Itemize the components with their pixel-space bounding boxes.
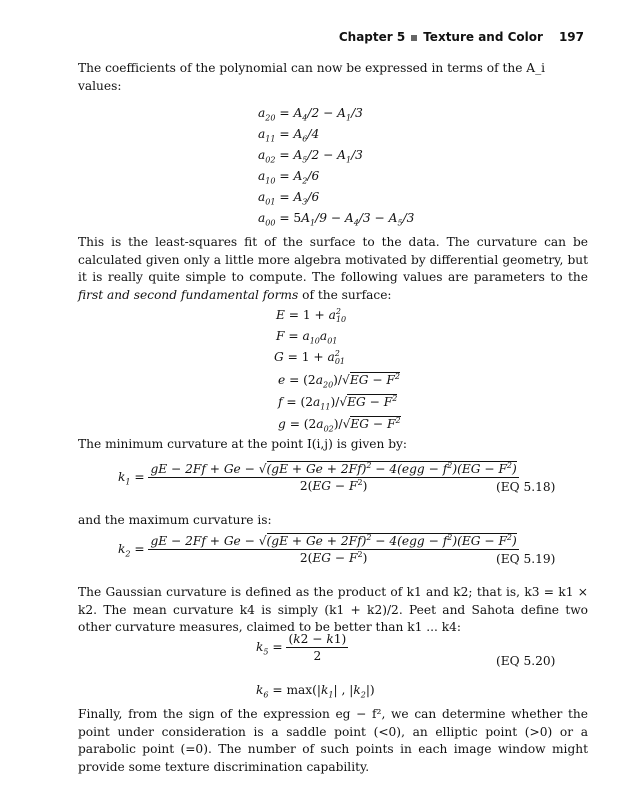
running-header [339,30,584,44]
paragraph-least-squares: This is the least-squares fit of the surface to the data. The curvature can be calculated given only a little more algebra motivated by differential geometry, but it is really quite simple to compute. The following values are parameters to the first and second fundamental forms of the surface: [78,235,588,302]
chapter-label: Chapter 5 [338,30,406,44]
separator-square-icon [411,35,417,41]
paragraph-minimum-curvature: The minimum curvature at the point I(i,j) is given by: [78,437,408,451]
equation-k6: $k_6 = \max(|k_1|$ , $|k_2|$) [256,683,375,700]
equation-k2: $k_2$ = $\frac{gE - 2Ff + Ge - √(gE + Ge + 2Ff)^2 - 4(egg - f^2)(EG - F^2)}{2(EG - F^2)}$ [118,532,517,565]
equation-number: (EQ 5.18) [496,480,556,494]
paragraph-conclusion: Finally, from the sign of the expression eg − f², we can determine whether the point under consideration is a saddle point (<0), an elliptic point (>0) or a parabolic point (=0). The number of such points in each image window might provide some texture discrimination capability. [78,707,588,774]
equation-number: (EQ 5.19) [496,552,556,566]
chapter-title: Texture and Color [423,30,543,44]
equation-k5: $k_5$ = $\frac{(k2 - k1)}{2}$ [256,632,347,663]
page-number: 197 [558,30,584,44]
equation-number: (EQ 5.20) [496,654,556,668]
paragraph-gaussian-curvature: The Gaussian curvature is defined as the product of k1 and k2; that is, k3 = k1 × k2. The mean curvature k4 is simply (k1 + k2)/2. Peet and Sahota define two other curvature measures, claimed to be better than k1 ... k4: [78,585,588,634]
paragraph-coefficients: The coefficients of the polynomial can now be expressed in terms of the A_i values: [78,61,546,93]
document-page: Chapter 5 Texture and Color 197 The coefficients of the polynomial can now be expressed in terms of the A_i values: $a_{20} = A_4/2 - A_1/3$ $a_{11} = A_6/4$ $a_{02} = A_5/2 - A_1/3$ $a_{10} = A_2/6$ $a_{01} = A_3/6$ $a_{00} = 5A_1/9 - A_4/3 - A_5/3$ This is the least-squares fit of the surface to the data. The curvature can be calculated given only a little more algebra motivated by differential geometry, but it is really quite simple to compute. The following values are parameters to the first and second fundamental forms of the surface: $E = 1 + a^2_{10}$ $F = a_{10}a_{01}$ $G = 1 + a^2_{01}$ $e = (2a_{20})/√EG - F^2$ $f = (2a_{11})/√EG - F^2$ $g = (2a_{02})/√EG - F^2$ The minimum curvature at the point I(i,j) is given by: $k_1$ = $\frac{gE - 2Ff + Ge - √(gE + Ge + 2Ff)^2 - 4(egg - f^2)(EG - F^2)}{2(EG - F^2)}$ (EQ 5.18) and the maximum curvature is: $k_2$ = $\frac{gE - 2Ff + Ge - √(gE + Ge + 2Ff)^2 - 4(egg - f^2)(EG - F^2)}{2(EG - F^2)}$ (EQ 5.19) The Gaussian curvature is defined as the product of k1 and k2; that is, k3 = k1 × k2. The mean curvature k4 is simply (k1 + k2)/2. Peet and Sahota define two other curvature measures, claimed to be better than k1 ... k4: $k_5$ = $\frac{(k2 - k1)}{2}$ (EQ 5.20) $k_6 = \max(|k_1|$ , $|k_2|$) Finally, from the sign of the expression eg − f², we can determine whether the point under consideration is a saddle point (<0), an elliptic point (>0) or a parabolic point (=0). The number of such points in each image window might provide some texture discrimination capability. [0,0,636,800]
equation-k1: $k_1$ = $\frac{gE - 2Ff + Ge - √(gE + Ge + 2Ff)^2 - 4(egg - f^2)(EG - F^2)}{2(EG - F^2)}$ [118,460,517,493]
paragraph-maximum-curvature: and the maximum curvature is: [78,513,272,527]
